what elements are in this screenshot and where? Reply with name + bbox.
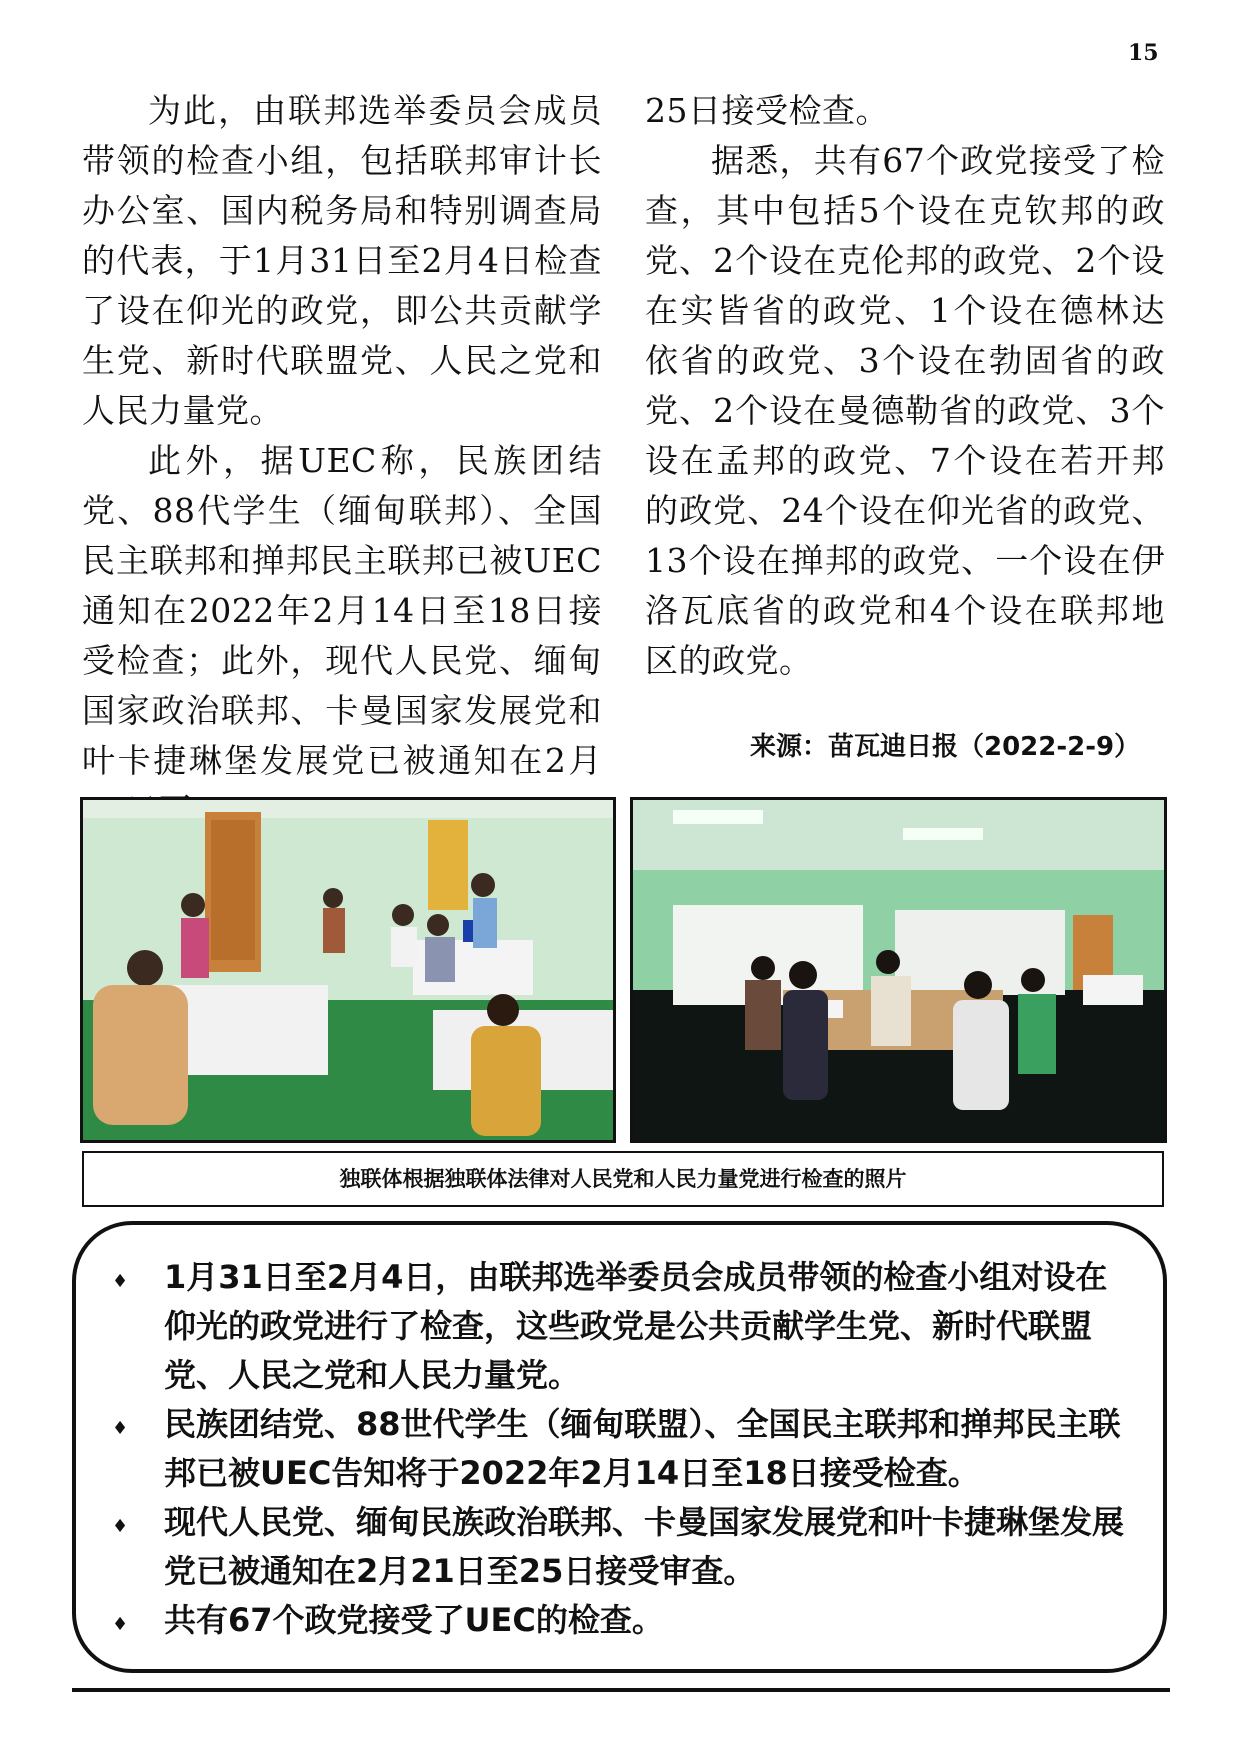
photo-inspection-meeting-1 xyxy=(80,797,616,1143)
diamond-bullet-icon: ♦ xyxy=(112,1271,129,1292)
summary-item-text: 共有67个政党接受了UEC的检查。 xyxy=(164,1601,664,1639)
summary-item-text: 现代人民党、缅甸民族政治联邦、卡曼国家发展党和叶卡捷琳堡发展党已被通知在2月21日至25日接受审查。 xyxy=(164,1503,1125,1590)
article-paragraph: 此外，据UEC称，民族团结党、88代学生（缅甸联邦）、全国民主联邦和掸邦民主联邦已被UEC通知在2022年2月14日至18日接受检查；此外，现代人民党、缅甸国家政治联邦、卡曼国家发展党和叶卡捷琳堡发展党已被通知在2月 xyxy=(82,441,602,780)
source-credit: 来源：苗瓦迪日报（2022-2-9） xyxy=(750,732,1141,762)
diamond-bullet-icon: ♦ xyxy=(112,1418,129,1439)
photo-caption: 独联体根据独联体法律对人民党和人民力量党进行检查的照片 xyxy=(82,1151,1164,1207)
summary-item xyxy=(112,1596,1133,1645)
summary-list xyxy=(112,1253,1133,1645)
article-left-column xyxy=(82,86,602,836)
summary-item xyxy=(112,1400,1133,1498)
photo-inspection-meeting-2 xyxy=(630,797,1167,1143)
diamond-bullet-icon: ♦ xyxy=(112,1614,129,1635)
article-right-column xyxy=(645,86,1165,686)
article-paragraph: 据悉，共有67个政党接受了检查，其中包括5个设在克钦邦的政党、2个设在克伦邦的政党、2个设在实皆省的政党、1个设在德林达依省的政党、3个设在勃固省的政党、2个设在曼德勒省的政党、3个设在孟邦的政党、7个设在若开邦的政党、24个设在仰光省的政党、13个设在掸邦的政党、一个设在伊洛瓦底省的政党和4个设在联邦地区的政党。 xyxy=(645,141,1165,680)
summary-item xyxy=(112,1253,1133,1400)
article-paragraph: 25日接受检查。 xyxy=(645,91,889,130)
page-number: 15 xyxy=(1128,40,1159,66)
article-paragraph: 为此，由联邦选举委员会成员带领的检查小组，包括联邦审计长办公室、国内税务局和特别调查局的代表，于1月31日至2月4日检查了设在仰光的政党，即公共贡献学生党、新时代联盟党、人民之党和人民力量党。 xyxy=(82,91,602,430)
summary-box xyxy=(72,1221,1167,1673)
bottom-rule xyxy=(72,1688,1170,1692)
summary-item xyxy=(112,1498,1133,1596)
diamond-bullet-icon: ♦ xyxy=(112,1516,129,1537)
summary-item-text: 1月31日至2月4日，由联邦选举委员会成员带领的检查小组对设在仰光的政党进行了检查，这些政党是公共贡献学生党、新时代联盟党、人民之党和人民力量党。 xyxy=(164,1258,1108,1394)
summary-item-text: 民族团结党、88世代学生（缅甸联盟）、全国民主联邦和掸邦民主联邦已被UEC告知将于2022年2月14日至18日接受检查。 xyxy=(164,1405,1121,1492)
